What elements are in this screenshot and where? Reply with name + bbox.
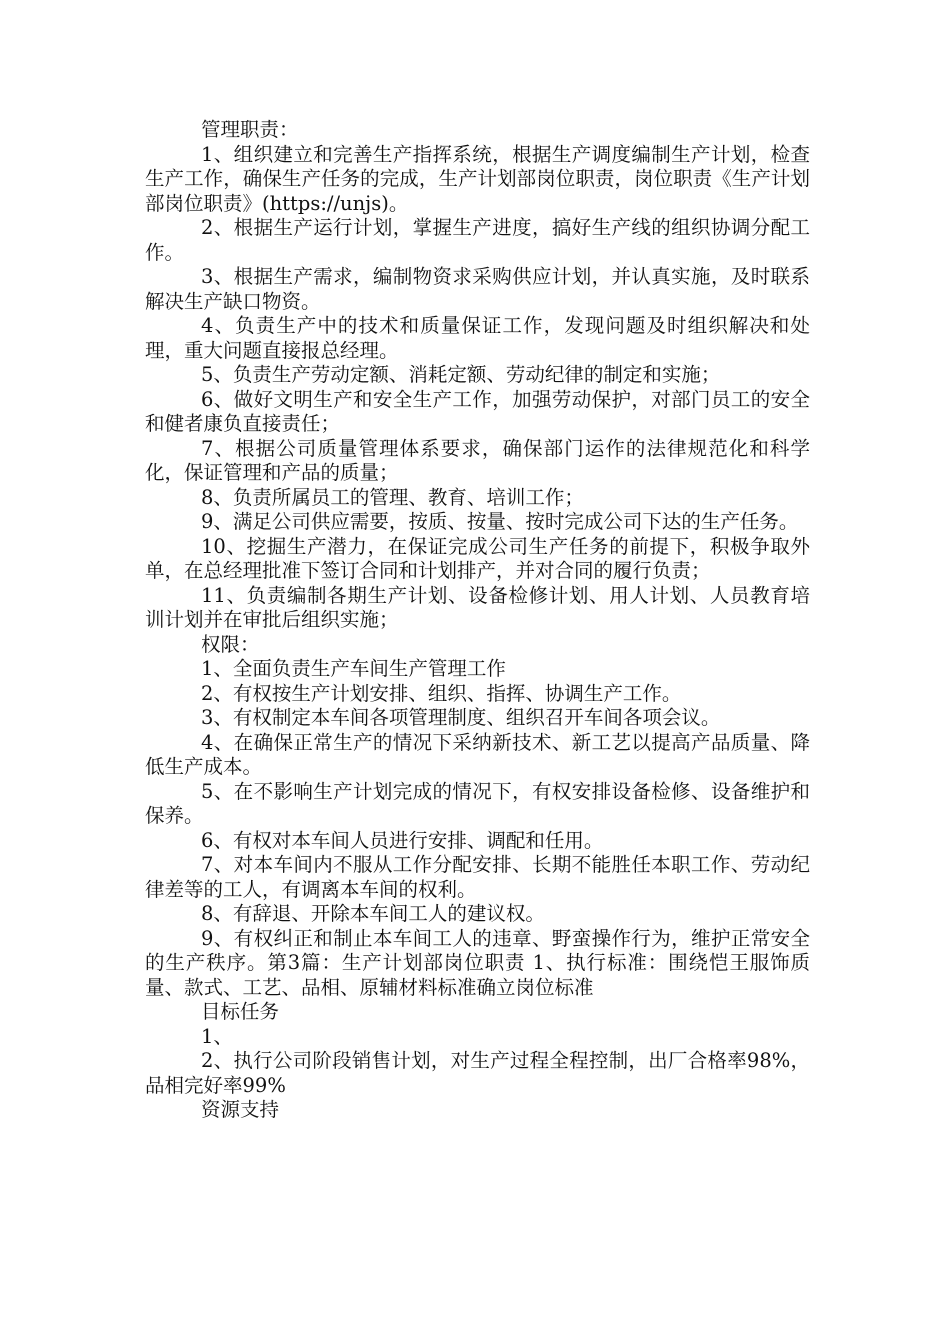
section-heading-goals: 目标任务	[201, 1000, 280, 1023]
document-body	[145, 118, 810, 1123]
duty-item-7: 7、根据公司质量管理体系要求，确保部门运作的法律规范化和科学化，保证管理和产品的质量；	[145, 436, 810, 484]
duty-item-6: 6、做好文明生产和安全生产工作，加强劳动保护，对部门员工的安全和健者康负直接责任；	[145, 387, 810, 435]
duty-item-2: 2、根据生产运行计划，掌握生产进度，搞好生产线的组织协调分配工作。	[145, 216, 810, 264]
section-heading-resources: 资源支持	[201, 1098, 280, 1121]
authority-item-9: 9、有权纠正和制止本车间工人的违章、野蛮操作行为，维护正常安全的生产秩序。第3篇：生产计划部岗位职责 1、执行标准：围绕恺王服饰质量、款式、工艺、品相、原辅材料标准确立岗位标准	[145, 926, 810, 999]
duty-item-10: 10、挖掘生产潜力，在保证完成公司生产任务的前提下，积极争取外单，在总经理批准下签订合同和计划排产，并对合同的履行负责；	[145, 534, 810, 582]
duty-item-3: 3、根据生产需求，编制物资求采购供应计划，并认真实施，及时联系解决生产缺口物资。	[145, 265, 810, 313]
section-heading-authority: 权限：	[201, 632, 260, 656]
duty-item-11: 11、负责编制各期生产计划、设备检修计划、用人计划、人员教育培训计划并在审批后组织实施；	[145, 583, 810, 631]
authority-item-3: 3、有权制定本车间各项管理制度、组织召开车间各项会议。	[201, 706, 721, 729]
authority-item-5: 5、在不影响生产计划完成的情况下，有权安排设备检修、设备维护和保养。	[145, 779, 810, 827]
authority-item-7: 7、对本车间内不服从工作分配安排、长期不能胜任本职工作、劳动纪律差等的工人，有调离本车间的权利。	[145, 853, 810, 901]
section-heading-management: 管理职责：	[201, 118, 299, 141]
authority-item-2: 2、有权按生产计划安排、组织、指挥、协调生产工作。	[201, 681, 682, 705]
goal-item-2: 2、执行公司阶段销售计划，对生产过程全程控制，出厂合格率98%，品相完好率99%	[145, 1049, 810, 1097]
duty-item-4: 4、负责生产中的技术和质量保证工作，发现问题及时组织解决和处理，重大问题直接报总经理。	[145, 314, 810, 362]
authority-item-4: 4、在确保正常生产的情况下采纳新技术、新工艺以提高产品质量、降低生产成本。	[145, 730, 810, 778]
duty-item-9: 9、满足公司供应需要，按质、按量、按时完成公司下达的生产任务。	[201, 510, 799, 533]
duty-item-1: 1、组织建立和完善生产指挥系统，根据生产调度编制生产计划，检查生产工作，确保生产任务的完成，生产计划部岗位职责，岗位职责《生产计划部岗位职责》(https://unjs)。	[145, 142, 810, 215]
duty-item-8: 8、负责所属员工的管理、教育、培训工作；	[201, 485, 584, 509]
authority-item-6: 6、有权对本车间人员进行安排、调配和任用。	[201, 828, 604, 852]
authority-item-1: 1、全面负责生产车间生产管理工作	[201, 657, 506, 680]
goal-item-1: 1、	[201, 1024, 233, 1048]
duty-item-5: 5、负责生产劳动定额、消耗定额、劳动纪律的制定和实施；	[201, 363, 721, 386]
authority-item-8: 8、有辞退、开除本车间工人的建议权。	[201, 902, 545, 925]
